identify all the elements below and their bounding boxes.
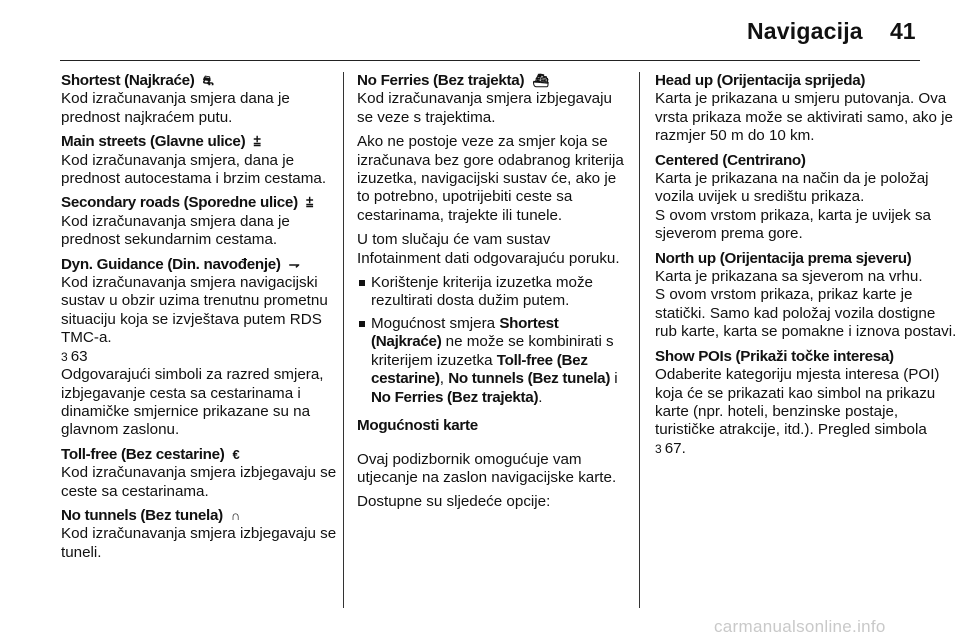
option-dyn-guidance bbox=[61, 256, 337, 440]
option-text: Kod izračunavanja smjera dana je prednost najkraćem putu. bbox=[61, 90, 290, 126]
header-rule bbox=[60, 60, 920, 61]
paragraph: Dostupne su sljedeće opcije: bbox=[357, 493, 551, 511]
page-ref-icon: 3 bbox=[61, 349, 68, 364]
option-head-up bbox=[655, 72, 960, 146]
option-secondary-roads bbox=[61, 194, 337, 249]
bullet-icon bbox=[359, 321, 365, 327]
option-shortest bbox=[61, 72, 337, 127]
option-centered bbox=[655, 152, 960, 244]
shortest-route-icon: ⛐ bbox=[202, 73, 214, 88]
column-right bbox=[655, 72, 960, 464]
option-main-streets bbox=[61, 133, 337, 188]
paragraph: U tom slučaju će vam sustav Infotainment dati odgovarajuću poruku. bbox=[357, 231, 620, 267]
option-no-ferries bbox=[357, 72, 629, 127]
tunnel-icon: ∩ bbox=[230, 507, 241, 523]
list-item: Korištenje kriterija izuzetka može rezultirati dosta dužim putem. bbox=[357, 274, 629, 311]
watermark: carmanualsonline.info bbox=[714, 617, 886, 636]
page-header bbox=[0, 0, 960, 62]
option-title: Main streets (Glavne ulice) bbox=[61, 133, 246, 151]
option-title: Secondary roads (Sporedne ulice) bbox=[61, 194, 298, 212]
column-divider bbox=[639, 72, 640, 608]
section-heading: Mogućnosti karte bbox=[357, 416, 478, 434]
option-title: Toll-free (Bez cestarine) bbox=[61, 445, 225, 463]
option-show-pois bbox=[655, 348, 960, 458]
paragraph: Ovaj podizbornik omogućuje vam utjecanje na zaslon navigacijske karte. bbox=[357, 450, 617, 486]
option-text: Karta je prikazana sa sjeverom na vrhu. bbox=[655, 268, 923, 286]
option-text: Kod izračunavanja smjera izbjegavaju se ceste sa cestarinama. bbox=[61, 464, 337, 500]
option-text: Kod izračunavanja smjera navigacijski sustav u obzir uzima trenutnu prometnu situaciju koja se izvještava putem RDS TMC-a. bbox=[61, 274, 328, 347]
option-text: Kod izračunavanja smjera izbjegavaju se tuneli. bbox=[61, 525, 337, 561]
page-number: 41 bbox=[890, 18, 916, 44]
paragraph: Ako ne postoje veze za smjer koja se izračunava bez gore odabranog kriterija izuzetka, navigacijski sustav će, ako je to potrebno, upotrijebiti ceste sa cestarinama, trajekte ili tunele. bbox=[357, 133, 624, 224]
list-item: Mogućnost smjera Shortest (Najkraće) ne može se kombinirati s kriterijem izuzetka Toll-free (Bez cestarine), No tunnels (Bez tunela) i No Ferries (Bez trajekta). bbox=[357, 315, 629, 407]
option-title: Centered (Centrirano) bbox=[655, 151, 806, 169]
option-title: Dyn. Guidance (Din. navođenje) bbox=[61, 255, 281, 273]
option-no-tunnels bbox=[61, 507, 337, 562]
option-text: Karta je prikazana u smjeru putovanja. Ova vrsta prikaza može se aktivirati samo, ako je razmjer 50 m do 10 km. bbox=[655, 90, 953, 145]
option-title: Shortest (Najkraće) bbox=[61, 72, 195, 89]
option-text: Kod izračunavanja smjera, dana je prednost autocestama i brzim cestama. bbox=[61, 151, 327, 188]
option-title: Show POIs (Prikaži točke interesa) bbox=[655, 347, 894, 365]
option-text: Kod izračunavanja smjera izbjegavaju se veze s trajektima. bbox=[357, 90, 612, 126]
option-north-up bbox=[655, 250, 960, 342]
page-ref[interactable]: 63 bbox=[70, 347, 88, 365]
column-left bbox=[61, 72, 337, 568]
ferry-icon: ⛴ bbox=[532, 73, 549, 88]
option-title: No tunnels (Bez tunela) bbox=[61, 506, 223, 524]
option-text: S ovom vrstom prikaza, prikaz karte je statički. Samo kad položaj vozila dostigne rub karte, karta se pomakne i iznova postavi. bbox=[655, 286, 957, 341]
bullet-icon bbox=[359, 280, 365, 286]
bullet-list bbox=[357, 274, 629, 407]
secondary-roads-icon: ⩲ bbox=[305, 195, 314, 211]
dynamic-guidance-icon: ⇁ bbox=[288, 256, 300, 272]
option-text: Karta je prikazana na način da je položaj vozila uvijek u središtu prikaza. bbox=[655, 170, 929, 206]
page-ref[interactable]: 67. bbox=[664, 439, 686, 457]
option-text: S ovom vrstom prikaza, karta je uvijek sa sjeverom prema gore. bbox=[655, 206, 932, 243]
main-streets-icon: ⩲ bbox=[253, 134, 261, 150]
column-middle bbox=[357, 72, 629, 518]
option-toll-free bbox=[61, 446, 337, 501]
option-title: North up (Orijentacija prema sjeveru) bbox=[655, 249, 912, 267]
option-title: Head up (Orijentacija sprijeda) bbox=[655, 72, 866, 89]
option-text: Kod izračunavanja smjera dana je prednost sekundarnim cestama. bbox=[61, 212, 290, 249]
column-divider bbox=[343, 72, 344, 608]
page-ref-icon: 3 bbox=[655, 441, 662, 456]
option-title: No Ferries (Bez trajekta) bbox=[357, 72, 525, 89]
page-title: Navigacija bbox=[747, 18, 863, 44]
option-text: Odaberite kategoriju mjesta interesa (POI) koja će se prikazati kao simbol na prikazu karte (npr. hoteli, benzinske postaje, turističke atrakcije, itd.). Pregled simbola bbox=[655, 366, 940, 439]
option-text: Odgovarajući simboli za razred smjera, izbjegavanje cesta sa cestarinama i dinamičke smjernice prikazane su na glavnom zaslonu. bbox=[61, 366, 324, 439]
toll-free-icon: € bbox=[232, 446, 240, 462]
